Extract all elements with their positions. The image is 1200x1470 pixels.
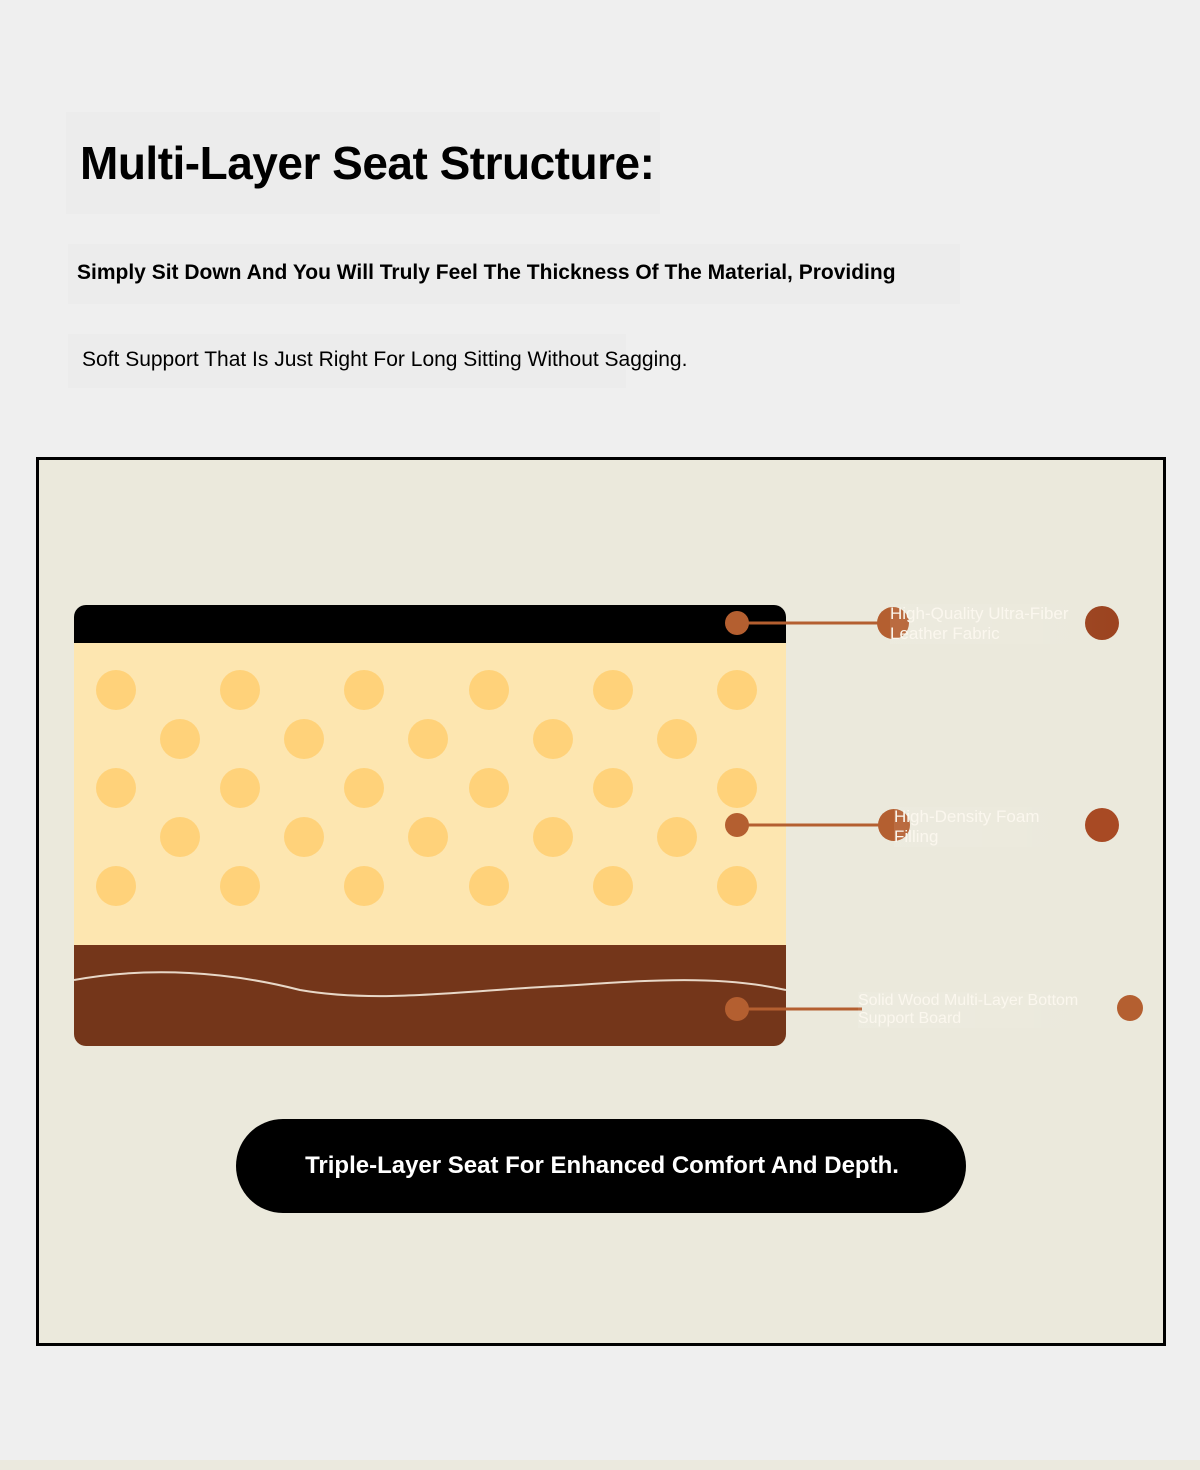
foam-dot: [344, 768, 384, 808]
leather-label: [890, 604, 1115, 644]
leather-label-line1: High-Quality Ultra-Fiber: [890, 604, 1069, 623]
foam-pointer-dot: [725, 813, 749, 837]
page-title: Multi-Layer Seat Structure:: [66, 112, 660, 214]
foam-dot: [717, 866, 757, 906]
foam-label-end-dot: [1085, 808, 1119, 842]
board-pointer-dot: [725, 997, 749, 1021]
foam-dot: [717, 768, 757, 808]
foam-label: [894, 807, 1089, 847]
foam-dot: [657, 719, 697, 759]
foam-dot: [220, 768, 260, 808]
foam-dot: [657, 817, 697, 857]
caption-text: Triple-Layer Seat For Enhanced Comfort And Depth.: [305, 1152, 899, 1179]
intro-line-2: Soft Support That Is Just Right For Long Sitting Without Sagging.: [68, 334, 626, 388]
foam-dot: [220, 670, 260, 710]
board-label: [858, 992, 1116, 1028]
foam-dot: [284, 817, 324, 857]
foam-dot: [593, 866, 633, 906]
foam-dot: [160, 719, 200, 759]
board-label-line1: Solid Wood Multi-Layer Bottom: [858, 992, 1079, 1009]
foam-dot: [408, 719, 448, 759]
foam-dot: [96, 768, 136, 808]
foam-dot: [408, 817, 448, 857]
foam-dot: [717, 670, 757, 710]
foam-dot: [593, 768, 633, 808]
foam-dot: [96, 670, 136, 710]
caption-pill: [236, 1119, 966, 1213]
board-layer: [74, 945, 786, 1046]
intro-line-1: Simply Sit Down And You Will Truly Feel The Thickness Of The Material, Providing: [68, 244, 960, 304]
board-label-line2: Support Board: [858, 1010, 962, 1027]
foam-dot: [533, 817, 573, 857]
foam-dot: [593, 670, 633, 710]
foam-dot: [469, 768, 509, 808]
foam-dot: [344, 670, 384, 710]
board-label-end-dot: [1117, 995, 1143, 1021]
seat-cross-section: [74, 605, 786, 1046]
foam-dot: [160, 817, 200, 857]
foam-dot: [220, 866, 260, 906]
foam-layer: [74, 643, 786, 945]
foam-label-line2: Filling: [894, 827, 939, 846]
leather-label-line2: Leather Fabric: [890, 624, 1000, 643]
foam-label-line1: High-Density Foam: [894, 807, 1040, 826]
leather-layer: [74, 605, 786, 643]
foam-dot: [344, 866, 384, 906]
foam-dot: [469, 866, 509, 906]
foam-dot: [533, 719, 573, 759]
leather-pointer-dot: [725, 611, 749, 635]
foam-dot: [96, 866, 136, 906]
foam-dot: [284, 719, 324, 759]
foam-dot: [469, 670, 509, 710]
